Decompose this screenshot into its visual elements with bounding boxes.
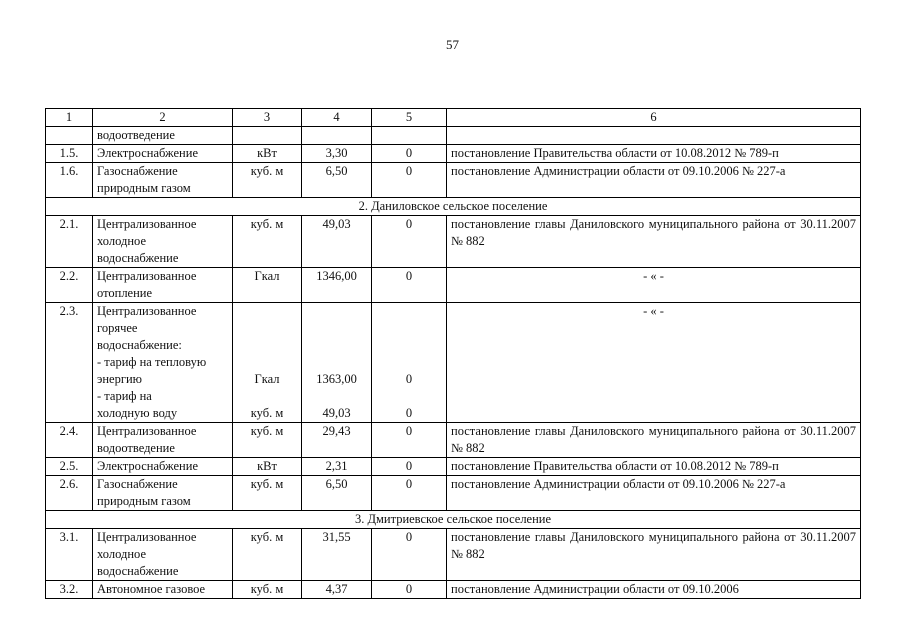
service-name-cell: Централизованное холодное водоснабжение <box>93 216 233 268</box>
row-number-cell: 1.6. <box>46 163 93 198</box>
column-5-cell: 0 <box>372 458 447 476</box>
column-5-cell <box>372 127 447 145</box>
tariff-value-cell: 3,30 <box>302 145 372 163</box>
unit-cell: Гкал куб. м <box>233 303 302 423</box>
row-number-cell: 2.4. <box>46 423 93 458</box>
service-name-cell: Централизованное холодное водоснабжение <box>93 529 233 581</box>
table-row <box>46 303 861 423</box>
service-name-cell: Централизованное горячее водоснабжение: - тариф на тепловую энергию - тариф на холодную воду <box>93 303 233 423</box>
unit-cell: кВт <box>233 458 302 476</box>
row-number-cell: 2.5. <box>46 458 93 476</box>
tariff-value-cell: 2,31 <box>302 458 372 476</box>
table-row <box>46 458 861 476</box>
row-number-cell <box>46 127 93 145</box>
service-name-cell: Электроснабжение <box>93 145 233 163</box>
page-number: 57 <box>446 37 459 52</box>
header-cell: 2 <box>93 109 233 127</box>
tariff-value-cell: 29,43 <box>302 423 372 458</box>
row-number-cell: 2.2. <box>46 268 93 303</box>
service-name-cell: Централизованное отопление <box>93 268 233 303</box>
column-5-cell: 0 <box>372 216 447 268</box>
service-name-cell: водоотведение <box>93 127 233 145</box>
row-number-cell: 2.6. <box>46 476 93 511</box>
tariff-value-cell <box>302 127 372 145</box>
row-number-cell: 1.5. <box>46 145 93 163</box>
column-5-cell: 0 0 <box>372 303 447 423</box>
unit-cell <box>233 127 302 145</box>
unit-cell: куб. м <box>233 476 302 511</box>
unit-cell: Гкал <box>233 268 302 303</box>
table-row <box>46 163 861 198</box>
unit-cell: куб. м <box>233 423 302 458</box>
column-5-cell: 0 <box>372 145 447 163</box>
table-header-row <box>46 109 861 127</box>
tariff-value-cell: 6,50 <box>302 163 372 198</box>
table-row <box>46 127 861 145</box>
section-title: 3. Дмитриевское сельское поселение <box>46 511 861 529</box>
row-number-cell: 2.1. <box>46 216 93 268</box>
document-cell: постановление Администрации области от 09.10.2006 № 227-а <box>447 163 861 198</box>
row-number-cell: 3.2. <box>46 581 93 599</box>
document-cell: - « - <box>447 303 861 423</box>
document-cell: постановление главы Даниловского муниципального района от 30.11.2007 № 882 <box>447 216 861 268</box>
document-cell: - « - <box>447 268 861 303</box>
section-row <box>46 198 861 216</box>
service-name-cell: Электроснабжение <box>93 458 233 476</box>
document-cell: постановление Администрации области от 09.10.2006 № 227-а <box>447 476 861 511</box>
header-cell: 3 <box>233 109 302 127</box>
table-row <box>46 581 861 599</box>
table-row <box>46 423 861 458</box>
tariff-value-cell: 31,55 <box>302 529 372 581</box>
row-number-cell: 2.3. <box>46 303 93 423</box>
service-name-cell: Газоснабжение природным газом <box>93 476 233 511</box>
header-cell: 4 <box>302 109 372 127</box>
column-5-cell: 0 <box>372 476 447 511</box>
service-name-cell: Автономное газовое <box>93 581 233 599</box>
column-5-cell: 0 <box>372 163 447 198</box>
document-cell <box>447 127 861 145</box>
document-cell: постановление главы Даниловского муниципального района от 30.11.2007 № 882 <box>447 529 861 581</box>
tariff-value-cell: 1363,00 49,03 <box>302 303 372 423</box>
column-5-cell: 0 <box>372 423 447 458</box>
table-row <box>46 529 861 581</box>
table-row <box>46 145 861 163</box>
document-cell: постановление Администрации области от 09.10.2006 <box>447 581 861 599</box>
service-name-cell: Централизованное водоотведение <box>93 423 233 458</box>
section-title: 2. Даниловское сельское поселение <box>46 198 861 216</box>
tariff-table <box>45 108 861 599</box>
table-row <box>46 216 861 268</box>
row-number-cell: 3.1. <box>46 529 93 581</box>
tariff-value-cell: 49,03 <box>302 216 372 268</box>
header-cell: 1 <box>46 109 93 127</box>
table-row <box>46 476 861 511</box>
column-5-cell: 0 <box>372 268 447 303</box>
tariff-value-cell: 1346,00 <box>302 268 372 303</box>
document-cell: постановление главы Даниловского муниципального района от 30.11.2007 № 882 <box>447 423 861 458</box>
unit-cell: куб. м <box>233 529 302 581</box>
section-row <box>46 511 861 529</box>
document-cell: постановление Правительства области от 10.08.2012 № 789-п <box>447 458 861 476</box>
tariff-value-cell: 6,50 <box>302 476 372 511</box>
unit-cell: куб. м <box>233 163 302 198</box>
document-cell: постановление Правительства области от 10.08.2012 № 789-п <box>447 145 861 163</box>
column-5-cell: 0 <box>372 581 447 599</box>
column-5-cell: 0 <box>372 529 447 581</box>
unit-cell: кВт <box>233 145 302 163</box>
header-cell: 6 <box>447 109 861 127</box>
table-row <box>46 268 861 303</box>
service-name-cell: Газоснабжение природным газом <box>93 163 233 198</box>
unit-cell: куб. м <box>233 216 302 268</box>
tariff-value-cell: 4,37 <box>302 581 372 599</box>
unit-cell: куб. м <box>233 581 302 599</box>
header-cell: 5 <box>372 109 447 127</box>
